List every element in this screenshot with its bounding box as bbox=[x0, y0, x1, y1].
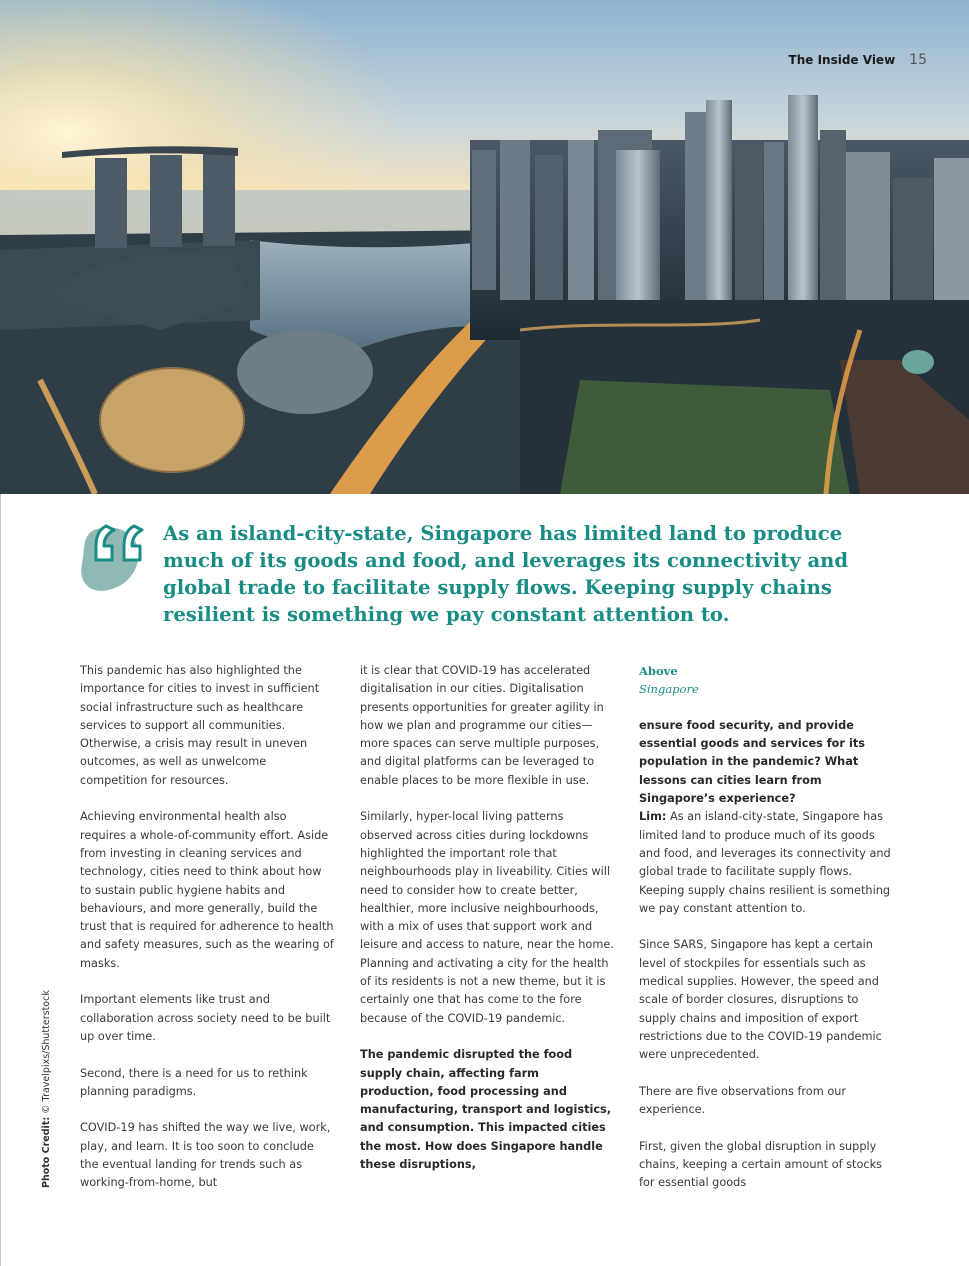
paragraph: it is clear that COVID-19 has accelerated digitalisation in our cities. Digitalisation presents opportunities for greater agility in how we plan and programme our cities—more spaces can serve multiple purposes, and digital platforms can be leveraged to enable places to be more flexible in use. bbox=[360, 664, 604, 787]
photo-credit bbox=[41, 990, 52, 1188]
page-number: 15 bbox=[909, 52, 927, 68]
hero-photo bbox=[0, 0, 969, 494]
pull-quote-mark bbox=[78, 520, 152, 594]
cityscape-photo-icon bbox=[0, 0, 969, 494]
paragraph: Important elements like trust and collaboration across society need to be built up over time. bbox=[80, 993, 331, 1043]
running-header bbox=[789, 52, 927, 68]
answer-text: As an island-city-state, Singapore has limited land to produce much of its goods and food, and leverages its connectivity and global trade to facilitate supply flows. Keeping supply chains resilient is something we pay constant attention to. bbox=[639, 810, 891, 915]
interview-question: The pandemic disrupted the food supply chain, affecting farm production, food processing and manufacturing, transport and logistics, and consumption. This impacted cities the most. How does Singapore handle these disruptions, bbox=[360, 1048, 612, 1172]
paragraph: First, given the global disruption in supply chains, keeping a certain amount of stocks for essential goods bbox=[639, 1139, 883, 1190]
photo-credit-text: © Travelpixs/Shutterstock bbox=[41, 990, 52, 1114]
answer-speaker: Lim: bbox=[639, 810, 667, 824]
pull-quote: As an island-city-state, Singapore has limited land to produce much of its goods and food, and leverages its connectivity and global trade to facilitate supply flows. Keeping supply chains resilient is something we pay constant attention to. bbox=[163, 522, 849, 626]
photo-credit-label: Photo Credit: bbox=[41, 1116, 52, 1188]
caption-label: Above bbox=[639, 664, 678, 678]
caption-text: Singapore bbox=[639, 682, 699, 697]
interview-answer bbox=[639, 808, 894, 918]
paragraph: Similarly, hyper-local living patterns observed across cities during lockdowns highlighted the important role that neighbourhoods play in liveability. Cities will need to consider how to create better, healthier, more inclusive neighbourhoods, with a mix of uses that support work and leisure and access to nature, near the home. Planning and activating a city for the health of its residents is not a new theme, but it is certainly one that has come to the fore because of the COVID-19 pandemic. bbox=[360, 810, 614, 1025]
column-2 bbox=[360, 662, 615, 1193]
paragraph: Second, there is a need for us to rethink planning paradigms. bbox=[80, 1066, 308, 1098]
interview-question-continued: ensure food security, and provide essential goods and services for its population in the pandemic? What lessons can cities learn from Singapore’s experience? bbox=[639, 718, 865, 806]
column-1 bbox=[80, 662, 335, 1211]
paragraph: Since SARS, Singapore has kept a certain level of stockpiles for essentials such as medical supplies. However, the speed and scale of border closures, disruptions to supply chains and imposition of export restrictions due to the COVID-19 pandemic were unprecedented. bbox=[639, 938, 882, 1062]
column-3 bbox=[639, 662, 894, 1211]
quote-icon bbox=[78, 520, 152, 594]
section-title: The Inside View bbox=[788, 53, 896, 67]
paragraph: Achieving environmental health also requires a whole-of-community effort. Aside from investing in cleaning services and technology, cities need to think about how to sustain public hygiene habits and behaviours, and more generally, build the trust that is required for adherence to health and safety measures, such as the wearing of masks. bbox=[80, 810, 334, 970]
paragraph: COVID-19 has shifted the way we live, work, play, and learn. It is too soon to conclude the eventual landing for trends such as working-from-home, but bbox=[80, 1121, 331, 1190]
paragraph: There are five observations from our experience. bbox=[639, 1084, 847, 1117]
paragraph: This pandemic has also highlighted the importance for cities to invest in sufficient social infrastructure such as healthcare services to support all communities. Otherwise, a crisis may result in uneven outcomes, as well as unwelcome competition for resources. bbox=[80, 664, 320, 787]
